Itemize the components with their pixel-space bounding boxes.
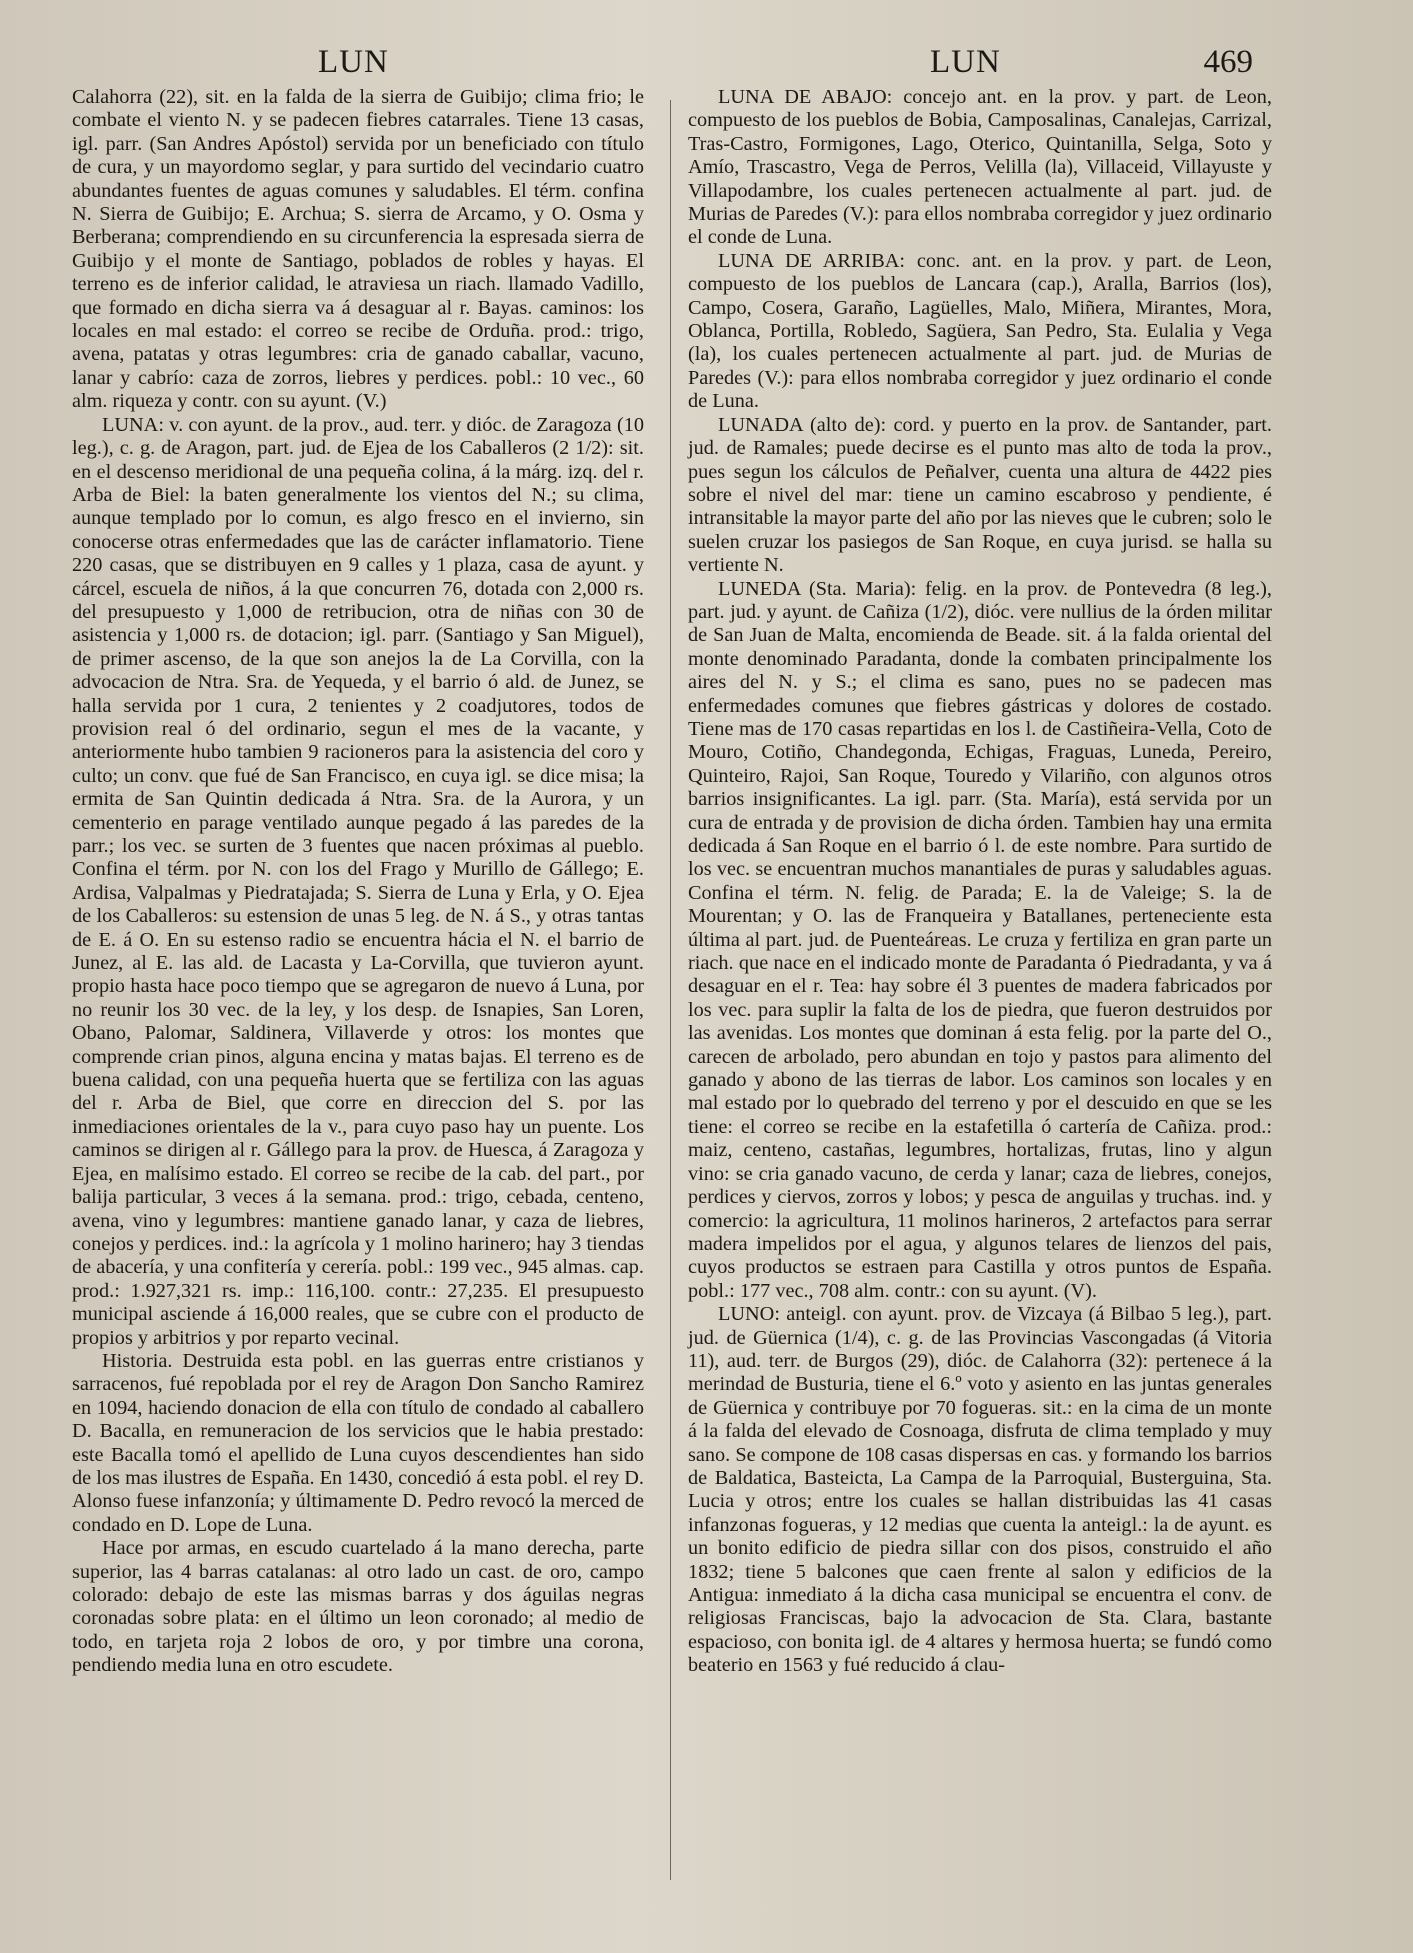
running-head-left: LUN: [318, 44, 389, 80]
entry-lunada: LUNADA (alto de): cord. y puerto en la prov. de Santander, part. jud. de Ramales; puede decirse es el punto mas alto de toda la prov., pues segun los cálculos de Peñalver, cuenta una altura de 4422 pies sobre el nivel del mar: tiene un camino escabroso y pendiente, é intransitable la mayor parte del año por las nieves que le cubren; solo le suelen cruzar los pasiegos de San Roque, en cuya jurisd. se halla su vertiente N.: [688, 413, 1272, 577]
entry-luna-de-arriba: LUNA DE ARRIBA: conc. ant. en la prov. y part. de Leon, compuesto de los pueblos de Lancara (cap.), Aralla, Barrios (los), Campo, Cosera, Garaño, Lagüelles, Malo, Miñera, Mirantes, Mora, Oblanca, Portilla, Robledo, Sagüera, San Pedro, Sta. Eulalia y Vega (la), los cuales pertenecen actualmente al part. jud. de Murias de Paredes (V.): para ellos nombraba corregidor y juez ordinario el conde de Luna.: [688, 249, 1272, 413]
entry-luna: LUNA: v. con ayunt. de la prov., aud. terr. y dióc. de Zaragoza (10 leg.), c. g. de Aragon, part. jud. de Ejea de los Caballeros (2 1/2): sit. en el descenso meridional de una pequeña colina, á la márg. izq. del r. Arba de Biel: la baten generalmente los vientos del N.; su clima, aunque templado por lo comun, es algo fresco en el invierno, sin conocerse otras enfermedades que las de carácter inflamatorio. Tiene 220 casas, que se distribuyen en 9 calles y 1 plaza, casa de ayunt. y cárcel, escuela de niños, á la que concurren 76, dotada con 2,000 rs. del presupuesto y 1,000 de retribucion, otra de niñas con 30 de asistencia y 1,000 rs. de dotacion; igl. parr. (Santiago y San Miguel), de primer ascenso, de la que son anejos la de La Corvilla, con la advocacion de Ntra. Sra. de Yequeda, y el barrio ó ald. de Junez, se halla servida por 1 cura, 2 tenientes y 2 coadjutores, todos de provision real ó del ordinario, segun el mes de la vacante, y anteriormente hubo tambien 9 racioneros para la asistencia del coro y culto; un conv. que fué de San Francisco, en cuya igl. se dice misa; la ermita de San Quintin dedicada á Ntra. Sra. de la Aurora, y un cementerio en parage ventilado aunque pegado á las paredes de la parr.; los vec. se surten de 3 fuentes que nacen próximas al pueblo. Confina el térm. por N. con los del Frago y Murillo de Gállego; E. Ardisa, Valpalmas y Piedratajada; S. Sierra de Luna y Erla, y O. Ejea de los Caballeros: su estension de unas 5 leg. de N. á S., y otras tantas de E. á O. En su estenso radio se encuentra hácia el N. el barrio de Junez, al E. las ald. de Lacasta y La-Corvilla, que tuvieron ayunt. propio hasta hace poco tiempo que se agregaron de nuevo á Luna, por no reunir los 30 vec. de la ley, y los desp. de Isnapies, San Loren, Obano, Palomar, Saldinera, Villaverde y otros: los montes que comprende crian pinos, alguna encina y matas bajas. El terreno es de buena calidad, con una pequeña huerta que se fertiliza con las aguas del r. Arba de Biel, que corre en direccion del S. por las inmediaciones orientales de la v., para cuyo paso hay un puente. Los caminos se dirigen al r. Gállego para la prov. de Huesca, á Zaragoza y Ejea, en malísimo estado. El correo se recibe de la cab. del part., por balija particular, 3 veces á la semana. prod.: trigo, cebada, centeno, avena, vino y legumbres: mantiene ganado lanar, y caza de liebres, conejos y perdices. ind.: la agrícola y 1 molino harinero; hay 3 tiendas de abacería, y una confitería y cerería. pobl.: 199 vec., 945 almas. cap. prod.: 1.927,321 rs. imp.: 116,100. contr.: 27,235. El presupuesto municipal asciende á 16,000 reales, que se cubre con el producto de propios y arbitrios y por reparto vecinal.: [72, 413, 644, 1349]
running-head-right: LUN: [930, 44, 1001, 80]
right-column: [688, 86, 1272, 1678]
entry-continuation: Calahorra (22), sit. en la falda de la sierra de Guibijo; clima frio; le combate el viento N. y se padecen fiebres catarrales. Tiene 13 casas, igl. parr. (San Andres Apóstol) servida por un beneficiado con título de cura, y un mayordomo seglar, y para surtido del vecindario cuatro abundantes fuentes de aguas comunes y saludables. El térm. confina N. Sierra de Guibijo; E. Archua; S. sierra de Arcamo, y O. Osma y Berberana; comprendiendo en su circunferencia la espresada sierra de Guibijo y el monte de Santiago, poblados de robles y hayas. El terreno es de inferior calidad, le atraviesa un riach. llamado Vadillo, que formado en dicha sierra va á desaguar al r. Bayas. caminos: los locales en mal estado: el correo se recibe de Orduña. prod.: trigo, avena, patatas y otras legumbres: cria de ganado caballar, vacuno, lanar y cabrío: caza de zorros, liebres y perdices. pobl.: 10 vec., 60 alm. riqueza y contr. con su ayunt. (V.): [72, 86, 644, 413]
column-separator: [670, 100, 671, 1880]
page-number: 469: [1203, 44, 1253, 80]
entry-luna-armas: Hace por armas, en escudo cuartelado á la mano derecha, parte superior, las 4 barras catalanas: al otro lado un cast. de oro, campo colorado: debajo de este las mismas barras y dos águilas negras coronadas sobre plata: en el último un leon coronado; al medio de todo, en tarjeta roja 2 lobos de oro, y por timbre una corona, pendiendo media luna en otro escudete.: [72, 1537, 644, 1677]
left-column: [72, 86, 644, 1678]
entry-luneda: LUNEDA (Sta. Maria): felig. en la prov. de Pontevedra (8 leg.), part. jud. y ayunt. de Cañiza (1/2), dióc. vere nullius de la órden militar de San Juan de Malta, encomienda de Beade. sit. á la falda oriental del monte denominado Paradanta, donde la combaten principalmente los aires del N. y S.; el clima es sano, pues no se padecen mas enfermedades comunes que fiebres gástricas y dolores de costado. Tiene mas de 170 casas repartidas en los l. de Castiñeira-Vella, Coto de Mouro, Cotiño, Chandegonda, Echigas, Fraguas, Luneda, Pereiro, Quinteiro, Rajoi, San Roque, Touredo y Vilariño, con algunos otros barrios insignificantes. La igl. parr. (Sta. María), está servida por un cura de entrada y de provision de dicha órden. Tambien hay una ermita dedicada á San Roque en el barrio ó l. de este nombre. Para surtido de los vec. se encuentran muchos manantiales de puras y saludables aguas. Confina el térm. N. felig. de Parada; E. la de Valeige; S. la de Mourentan; y O. las de Franqueira y Batallanes, perteneciente esta última al part. jud. de Puenteáreas. Le cruza y fertiliza en gran parte un riach. que nace en el indicado monte de Paradanta ó Piedradanta, y va á desaguar en el r. Tea: hay sobre él 3 puentes de madera fabricados por los vec. para suplir la falta de los de piedra, que fueron destruidos por las avenidas. Los montes que dominan á esta felig. por la parte del O., carecen de arbolado, pero abundan en tojo y pastos para alimento del ganado y abono de las tierras de labor. Los caminos son locales y en mal estado por lo quebrado del terreno y por el descuido en que se les tiene: el correo se recibe en la estafetilla ó cartería de Cañiza. prod.: maiz, centeno, castañas, legumbres, hortalizas, frutas, lino y algun vino: se cria ganado vacuno, de cerda y lanar; caza de liebres, conejos, perdices y ciervos, zorros y lobos; y pesca de anguilas y truchas. ind. y comercio: la agricultura, 11 molinos harineros, 2 artefactos para serrar madera impelidos por el agua, y algunos telares de lienzos del pais, cuyos productos se estraen para Castilla y otros puntos de España. pobl.: 177 vec., 708 alm. contr.: con su ayunt. (V).: [688, 577, 1272, 1302]
entry-luna-de-abajo: LUNA DE ABAJO: concejo ant. en la prov. y part. de Leon, compuesto de los pueblos de Bobia, Camposalinas, Canalejas, Carrizal, Tras-Castro, Formigones, Lago, Oterico, Quintanilla, Selga, Soto y Amío, Trascastro, Vega de Perros, Velilla (la), Villaceid, Villayuste y Villapodambre, los cuales pertenecen actualmente al part. jud. de Murias de Paredes (V.): para ellos nombraba corregidor y juez ordinario el conde de Luna.: [688, 86, 1272, 249]
entry-luno: LUNO: anteigl. con ayunt. prov. de Vizcaya (á Bilbao 5 leg.), part. jud. de Güernica (1/4), c. g. de las Provincias Vascongadas (á Vitoria 11), aud. terr. de Burgos (29), dióc. de Calahorra (32): pertenece á la merindad de Busturia, tiene el 6.º voto y asiento en las juntas generales de Güernica y contribuye por 70 fogueras. sit.: en la cima de un monte á la falda del elevado de Cosnoaga, disfruta de clima templado y muy sano. Se compone de 108 casas dispersas en cas. y formando los barrios de Baldatica, Basteicta, La Campa de la Parroquial, Busterguina, Sta. Lucia y otros; entre los cuales se hallan distribuidas las 41 casas infanzonas fogueras, y 12 medias que cuenta la anteigl.: la de ayunt. es un bonito edificio de piedra sillar con dos pisos, construido el año 1832; tiene 5 balcones que caen frente al salon y edificios de la Antigua: inmediato á la dicha casa municipal se encuentra el conv. de religiosas Franciscas, bajo la advocacion de Sta. Clara, bastante espacioso, con bonita igl. de 4 altares y hermosa huerta; se fundó como beaterio en 1563 y fué reducido á clau-: [688, 1303, 1272, 1677]
entry-luna-historia: Historia. Destruida esta pobl. en las guerras entre cristianos y sarracenos, fué repoblada por el rey de Aragon Don Sancho Ramirez en 1094, haciendo donacion de ella con título de condado al caballero D. Bacalla, en remuneracion de los servicios que le habia prestado: este Bacalla tomó el apellido de Luna cuyos descendientes han sido de los mas ilustres de España. En 1430, concedió á esta pobl. el rey D. Alonso fuese infanzonía; y últimamente D. Pedro revocó la merced de condado en D. Lope de Luna.: [72, 1349, 644, 1536]
